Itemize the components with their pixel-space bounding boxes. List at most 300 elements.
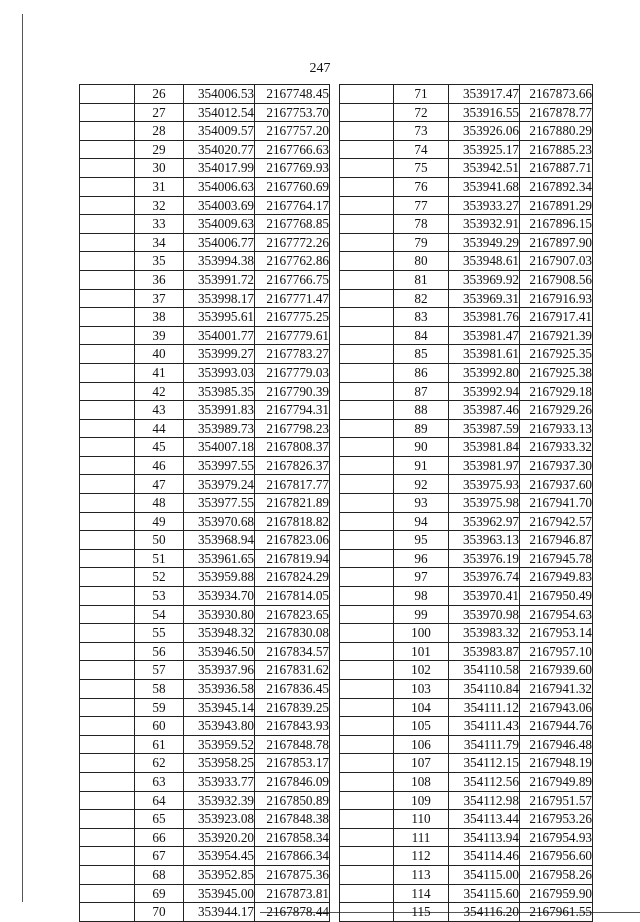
- table-row: [80, 401, 330, 420]
- empty-cell: [80, 735, 135, 754]
- y-coordinate: 2167933.13: [520, 419, 593, 438]
- point-number: 72: [394, 103, 449, 122]
- y-coordinate: 2167772.26: [255, 233, 330, 252]
- point-number: 49: [135, 512, 184, 531]
- x-coordinate: 353985.35: [184, 382, 255, 401]
- x-coordinate: 353932.91: [449, 215, 520, 234]
- point-number: 28: [135, 122, 184, 141]
- point-number: 55: [135, 624, 184, 643]
- x-coordinate: 353976.19: [449, 549, 520, 568]
- empty-cell: [80, 810, 135, 829]
- point-number: 83: [394, 308, 449, 327]
- y-coordinate: 2167764.17: [255, 196, 330, 215]
- point-number: 35: [135, 252, 184, 271]
- table-row: [80, 270, 330, 289]
- y-coordinate: 2167771.47: [255, 289, 330, 308]
- x-coordinate: 354115.60: [449, 884, 520, 903]
- y-coordinate: 2167760.69: [255, 177, 330, 196]
- point-number: 37: [135, 289, 184, 308]
- y-coordinate: 2167946.87: [520, 531, 593, 550]
- table-row: [80, 865, 330, 884]
- table-row: [80, 475, 330, 494]
- x-coordinate: 353981.76: [449, 308, 520, 327]
- y-coordinate: 2167958.26: [520, 865, 593, 884]
- table-row: [340, 865, 593, 884]
- table-row: [80, 735, 330, 754]
- x-coordinate: 353970.68: [184, 512, 255, 531]
- y-coordinate: 2167853.17: [255, 754, 330, 773]
- point-number: 36: [135, 270, 184, 289]
- y-coordinate: 2167956.60: [520, 847, 593, 866]
- empty-cell: [80, 717, 135, 736]
- x-coordinate: 353925.17: [449, 140, 520, 159]
- x-coordinate: 353937.96: [184, 661, 255, 680]
- y-coordinate: 2167848.78: [255, 735, 330, 754]
- y-coordinate: 2167843.93: [255, 717, 330, 736]
- y-coordinate: 2167908.56: [520, 270, 593, 289]
- empty-cell: [80, 642, 135, 661]
- y-coordinate: 2167925.38: [520, 363, 593, 382]
- y-coordinate: 2167866.34: [255, 847, 330, 866]
- y-coordinate: 2167753.70: [255, 103, 330, 122]
- y-coordinate: 2167954.63: [520, 605, 593, 624]
- y-coordinate: 2167916.93: [520, 289, 593, 308]
- empty-cell: [340, 215, 394, 234]
- y-coordinate: 2167748.45: [255, 85, 330, 104]
- y-coordinate: 2167766.63: [255, 140, 330, 159]
- x-coordinate: 353943.80: [184, 717, 255, 736]
- table-row: [80, 326, 330, 345]
- table-row: [80, 363, 330, 382]
- x-coordinate: 353962.97: [449, 512, 520, 531]
- empty-cell: [340, 698, 394, 717]
- point-number: 57: [135, 661, 184, 680]
- table-row: [80, 196, 330, 215]
- point-number: 105: [394, 717, 449, 736]
- table-row: [340, 698, 593, 717]
- point-number: 65: [135, 810, 184, 829]
- x-coordinate: 353946.50: [184, 642, 255, 661]
- table-row: [340, 828, 593, 847]
- x-coordinate: 353983.87: [449, 642, 520, 661]
- table-row: [340, 456, 593, 475]
- table-row: [340, 270, 593, 289]
- x-coordinate: 353999.27: [184, 345, 255, 364]
- empty-cell: [340, 568, 394, 587]
- table-row: [340, 103, 593, 122]
- x-coordinate: 354006.53: [184, 85, 255, 104]
- point-number: 110: [394, 810, 449, 829]
- x-coordinate: 353933.77: [184, 772, 255, 791]
- x-coordinate: 354111.43: [449, 717, 520, 736]
- point-number: 71: [394, 85, 449, 104]
- empty-cell: [80, 568, 135, 587]
- empty-cell: [80, 270, 135, 289]
- point-number: 102: [394, 661, 449, 680]
- point-number: 33: [135, 215, 184, 234]
- point-number: 97: [394, 568, 449, 587]
- point-number: 94: [394, 512, 449, 531]
- point-number: 87: [394, 382, 449, 401]
- empty-cell: [340, 363, 394, 382]
- table-row: [340, 512, 593, 531]
- x-coordinate: 353949.29: [449, 233, 520, 252]
- point-number: 107: [394, 754, 449, 773]
- point-number: 96: [394, 549, 449, 568]
- y-coordinate: 2167887.71: [520, 159, 593, 178]
- point-number: 30: [135, 159, 184, 178]
- x-coordinate: 354110.58: [449, 661, 520, 680]
- empty-cell: [80, 828, 135, 847]
- table-row: [340, 382, 593, 401]
- empty-cell: [80, 140, 135, 159]
- table-row: [340, 549, 593, 568]
- point-number: 100: [394, 624, 449, 643]
- x-coordinate: 353948.32: [184, 624, 255, 643]
- x-coordinate: 354009.57: [184, 122, 255, 141]
- x-coordinate: 354111.12: [449, 698, 520, 717]
- point-number: 99: [394, 605, 449, 624]
- table-row: [340, 326, 593, 345]
- empty-cell: [80, 605, 135, 624]
- y-coordinate: 2167961.55: [520, 903, 593, 922]
- empty-cell: [340, 159, 394, 178]
- point-number: 113: [394, 865, 449, 884]
- empty-cell: [340, 382, 394, 401]
- table-row: [80, 140, 330, 159]
- point-number: 41: [135, 363, 184, 382]
- y-coordinate: 2167850.89: [255, 791, 330, 810]
- empty-cell: [340, 252, 394, 271]
- page-edge-left: [22, 14, 23, 902]
- x-coordinate: 353981.47: [449, 326, 520, 345]
- y-coordinate: 2167946.48: [520, 735, 593, 754]
- y-coordinate: 2167878.77: [520, 103, 593, 122]
- x-coordinate: 354006.77: [184, 233, 255, 252]
- point-number: 42: [135, 382, 184, 401]
- point-number: 47: [135, 475, 184, 494]
- x-coordinate: 353981.84: [449, 438, 520, 457]
- table-row: [340, 345, 593, 364]
- empty-cell: [340, 865, 394, 884]
- x-coordinate: 353970.41: [449, 587, 520, 606]
- table-row: [340, 735, 593, 754]
- x-coordinate: 354113.94: [449, 828, 520, 847]
- table-row: [80, 847, 330, 866]
- table-row: [80, 903, 330, 922]
- y-coordinate: 2167939.60: [520, 661, 593, 680]
- x-coordinate: 353981.61: [449, 345, 520, 364]
- point-number: 73: [394, 122, 449, 141]
- empty-cell: [80, 494, 135, 513]
- x-coordinate: 354110.84: [449, 680, 520, 699]
- point-number: 69: [135, 884, 184, 903]
- table-row: [80, 438, 330, 457]
- table-row: [340, 884, 593, 903]
- x-coordinate: 353954.45: [184, 847, 255, 866]
- y-coordinate: 2167929.18: [520, 382, 593, 401]
- table-row: [80, 791, 330, 810]
- point-number: 54: [135, 605, 184, 624]
- empty-cell: [80, 624, 135, 643]
- y-coordinate: 2167949.89: [520, 772, 593, 791]
- x-coordinate: 354112.56: [449, 772, 520, 791]
- y-coordinate: 2167839.25: [255, 698, 330, 717]
- x-coordinate: 353959.88: [184, 568, 255, 587]
- x-coordinate: 353948.61: [449, 252, 520, 271]
- table-row: [80, 810, 330, 829]
- empty-cell: [80, 252, 135, 271]
- empty-cell: [340, 717, 394, 736]
- empty-cell: [80, 884, 135, 903]
- empty-cell: [80, 512, 135, 531]
- table-row: [340, 401, 593, 420]
- x-coordinate: 353917.47: [449, 85, 520, 104]
- x-coordinate: 353963.13: [449, 531, 520, 550]
- x-coordinate: 353989.73: [184, 419, 255, 438]
- x-coordinate: 353968.94: [184, 531, 255, 550]
- empty-cell: [80, 382, 135, 401]
- x-coordinate: 353981.97: [449, 456, 520, 475]
- y-coordinate: 2167766.75: [255, 270, 330, 289]
- empty-cell: [80, 308, 135, 327]
- point-number: 108: [394, 772, 449, 791]
- y-coordinate: 2167951.57: [520, 791, 593, 810]
- point-number: 66: [135, 828, 184, 847]
- table-row: [80, 382, 330, 401]
- table-row: [340, 531, 593, 550]
- point-number: 53: [135, 587, 184, 606]
- point-number: 109: [394, 791, 449, 810]
- x-coordinate: 353916.55: [449, 103, 520, 122]
- x-coordinate: 354001.77: [184, 326, 255, 345]
- point-number: 77: [394, 196, 449, 215]
- point-number: 48: [135, 494, 184, 513]
- point-number: 85: [394, 345, 449, 364]
- point-number: 75: [394, 159, 449, 178]
- table-row: [340, 772, 593, 791]
- y-coordinate: 2167858.34: [255, 828, 330, 847]
- empty-cell: [340, 438, 394, 457]
- table-row: [340, 159, 593, 178]
- y-coordinate: 2167846.09: [255, 772, 330, 791]
- point-number: 45: [135, 438, 184, 457]
- table-row: [340, 308, 593, 327]
- table-row: [340, 847, 593, 866]
- y-coordinate: 2167891.29: [520, 196, 593, 215]
- y-coordinate: 2167818.82: [255, 512, 330, 531]
- y-coordinate: 2167836.45: [255, 680, 330, 699]
- empty-cell: [340, 103, 394, 122]
- y-coordinate: 2167897.90: [520, 233, 593, 252]
- table-row: [80, 215, 330, 234]
- point-number: 111: [394, 828, 449, 847]
- y-coordinate: 2167921.39: [520, 326, 593, 345]
- x-coordinate: 353977.55: [184, 494, 255, 513]
- y-coordinate: 2167824.29: [255, 568, 330, 587]
- table-row: [80, 419, 330, 438]
- table-row: [80, 587, 330, 606]
- empty-cell: [340, 140, 394, 159]
- x-coordinate: 353975.93: [449, 475, 520, 494]
- x-coordinate: 353976.74: [449, 568, 520, 587]
- point-number: 70: [135, 903, 184, 922]
- empty-cell: [80, 475, 135, 494]
- x-coordinate: 353994.38: [184, 252, 255, 271]
- y-coordinate: 2167885.23: [520, 140, 593, 159]
- y-coordinate: 2167937.60: [520, 475, 593, 494]
- point-number: 101: [394, 642, 449, 661]
- table-row: [80, 698, 330, 717]
- table-row: [340, 494, 593, 513]
- y-coordinate: 2167948.19: [520, 754, 593, 773]
- point-number: 92: [394, 475, 449, 494]
- table-row: [340, 177, 593, 196]
- table-row: [340, 680, 593, 699]
- y-coordinate: 2167950.49: [520, 587, 593, 606]
- empty-cell: [80, 661, 135, 680]
- empty-cell: [80, 865, 135, 884]
- empty-cell: [80, 419, 135, 438]
- y-coordinate: 2167875.36: [255, 865, 330, 884]
- point-number: 95: [394, 531, 449, 550]
- point-number: 64: [135, 791, 184, 810]
- point-number: 61: [135, 735, 184, 754]
- x-coordinate: 354012.54: [184, 103, 255, 122]
- y-coordinate: 2167925.35: [520, 345, 593, 364]
- y-coordinate: 2167794.31: [255, 401, 330, 420]
- point-number: 86: [394, 363, 449, 382]
- empty-cell: [340, 512, 394, 531]
- empty-cell: [80, 233, 135, 252]
- y-coordinate: 2167880.29: [520, 122, 593, 141]
- table-row: [80, 233, 330, 252]
- table-row: [340, 215, 593, 234]
- empty-cell: [80, 215, 135, 234]
- table-row: [340, 475, 593, 494]
- empty-cell: [340, 587, 394, 606]
- x-coordinate: 353926.06: [449, 122, 520, 141]
- table-row: [340, 717, 593, 736]
- y-coordinate: 2167907.03: [520, 252, 593, 271]
- point-number: 26: [135, 85, 184, 104]
- coordinate-table-right: [339, 84, 593, 922]
- empty-cell: [340, 289, 394, 308]
- empty-cell: [80, 772, 135, 791]
- y-coordinate: 2167830.08: [255, 624, 330, 643]
- table-row: [340, 289, 593, 308]
- empty-cell: [340, 642, 394, 661]
- y-coordinate: 2167933.32: [520, 438, 593, 457]
- empty-cell: [340, 531, 394, 550]
- point-number: 46: [135, 456, 184, 475]
- point-number: 40: [135, 345, 184, 364]
- point-number: 91: [394, 456, 449, 475]
- table-row: [80, 884, 330, 903]
- empty-cell: [80, 680, 135, 699]
- point-number: 89: [394, 419, 449, 438]
- x-coordinate: 353945.14: [184, 698, 255, 717]
- y-coordinate: 2167821.89: [255, 494, 330, 513]
- point-number: 93: [394, 494, 449, 513]
- point-number: 104: [394, 698, 449, 717]
- table-row: [80, 754, 330, 773]
- point-number: 27: [135, 103, 184, 122]
- table-row: [340, 122, 593, 141]
- y-coordinate: 2167814.05: [255, 587, 330, 606]
- x-coordinate: 354006.63: [184, 177, 255, 196]
- table-row: [80, 828, 330, 847]
- point-number: 38: [135, 308, 184, 327]
- empty-cell: [340, 791, 394, 810]
- empty-cell: [340, 85, 394, 104]
- empty-cell: [340, 754, 394, 773]
- x-coordinate: 353942.51: [449, 159, 520, 178]
- y-coordinate: 2167957.10: [520, 642, 593, 661]
- x-coordinate: 354116.20: [449, 903, 520, 922]
- x-coordinate: 353998.17: [184, 289, 255, 308]
- y-coordinate: 2167848.38: [255, 810, 330, 829]
- x-coordinate: 353995.61: [184, 308, 255, 327]
- y-coordinate: 2167834.57: [255, 642, 330, 661]
- table-row: [80, 661, 330, 680]
- x-coordinate: 354112.15: [449, 754, 520, 773]
- point-number: 62: [135, 754, 184, 773]
- x-coordinate: 353992.80: [449, 363, 520, 382]
- table-row: [80, 345, 330, 364]
- point-number: 60: [135, 717, 184, 736]
- x-coordinate: 353923.08: [184, 810, 255, 829]
- y-coordinate: 2167873.81: [255, 884, 330, 903]
- y-coordinate: 2167878.44: [255, 903, 330, 922]
- point-number: 39: [135, 326, 184, 345]
- table-row: [80, 680, 330, 699]
- table-row: [340, 85, 593, 104]
- table-row: [80, 122, 330, 141]
- table-row: [80, 549, 330, 568]
- table-row: [80, 103, 330, 122]
- table-row: [340, 568, 593, 587]
- point-number: 67: [135, 847, 184, 866]
- point-number: 32: [135, 196, 184, 215]
- y-coordinate: 2167831.62: [255, 661, 330, 680]
- x-coordinate: 353958.25: [184, 754, 255, 773]
- empty-cell: [340, 494, 394, 513]
- point-number: 50: [135, 531, 184, 550]
- point-number: 103: [394, 680, 449, 699]
- table-row: [340, 791, 593, 810]
- point-number: 44: [135, 419, 184, 438]
- y-coordinate: 2167790.39: [255, 382, 330, 401]
- y-coordinate: 2167798.23: [255, 419, 330, 438]
- x-coordinate: 354009.63: [184, 215, 255, 234]
- x-coordinate: 353952.85: [184, 865, 255, 884]
- point-number: 34: [135, 233, 184, 252]
- empty-cell: [340, 177, 394, 196]
- x-coordinate: 353945.00: [184, 884, 255, 903]
- point-number: 78: [394, 215, 449, 234]
- y-coordinate: 2167873.66: [520, 85, 593, 104]
- table-row: [340, 587, 593, 606]
- empty-cell: [340, 680, 394, 699]
- empty-cell: [80, 289, 135, 308]
- table-row: [340, 661, 593, 680]
- empty-cell: [340, 661, 394, 680]
- table-row: [340, 438, 593, 457]
- empty-cell: [80, 345, 135, 364]
- x-coordinate: 354113.44: [449, 810, 520, 829]
- empty-cell: [80, 531, 135, 550]
